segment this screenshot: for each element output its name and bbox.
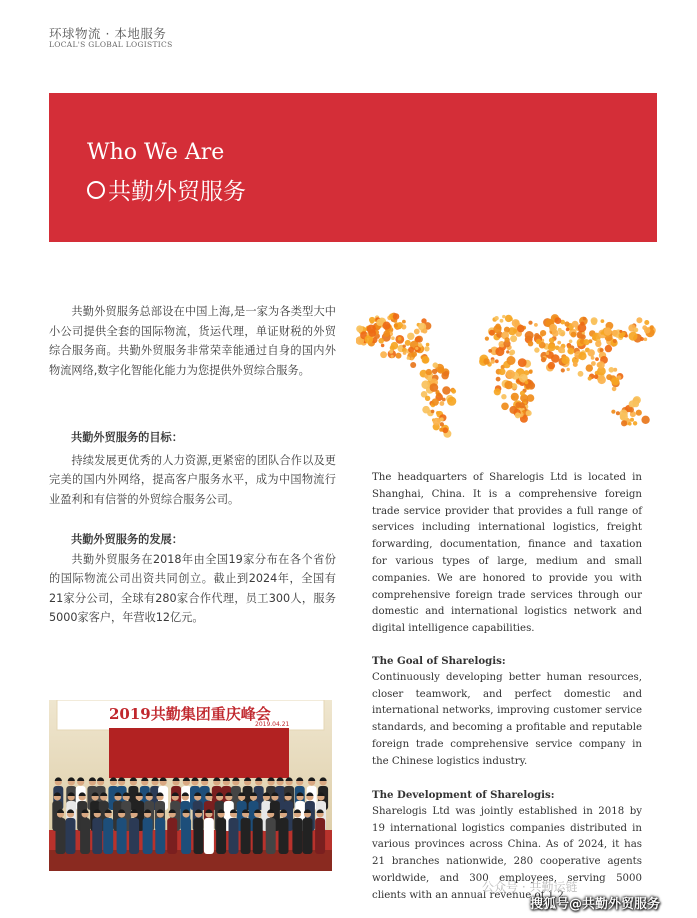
world-map-image (356, 300, 661, 450)
en-goal-title: The Goal of Sharelogis: (372, 655, 506, 667)
banner-title-cn: 共勤外贸服务 (108, 179, 246, 205)
banner-title-cn-row (87, 173, 246, 206)
watermark-line1: 公众号 · 共勤运链 (482, 880, 578, 894)
photo-date-text: 2019.04.21 (255, 721, 290, 728)
en-goal-block (372, 653, 642, 771)
en-intro: The headquarters of Sharelogis Ltd is located in Shanghai, China. It is a comprehensive foreign trade service provider that provides a full range of services including international logistics, freight forwarding, documentation, finance and taxation for various types of large, medium and small companies. We are honored to provide you with comprehensive foreign trade services through our domestic and international logistics network and digital intelligence capabilities. (372, 472, 642, 635)
en-dev-title: The Development of Sharelogis: (372, 789, 555, 801)
cn-dev-block (49, 530, 336, 628)
cn-intro-block (49, 302, 336, 380)
cn-goal-text: 持续发展更优秀的人力资源,更紧密的团队合作以及更完美的国内外网络，提高客户服务水平，成为中国物流行业盈利和有信誉的外贸综合服务公司。 (49, 453, 336, 506)
en-intro-block (372, 470, 642, 638)
photo-banner-text: 2019共勤集团重庆峰会 (109, 705, 271, 723)
cn-intro: 共勤外贸服务总部设在中国上海,是一家为各类型大中小公司提供全套的国际物流，货运代理，单证财税的外贸综合服务商。共勤外贸服务非常荣幸能通过自身的国内外物流网络,数字化智能化能力为您提供外贸综合服务。 (49, 305, 336, 377)
banner-title-en: Who We Are (87, 140, 225, 165)
cn-dev-title: 共勤外贸服务的发展： (71, 533, 183, 546)
ring-icon (87, 181, 105, 199)
header-title-en: LOCAL'S GLOBAL LOGISTICS (49, 40, 173, 49)
watermark-line2: 搜狐号@共勤外贸服务 (530, 897, 661, 912)
who-we-are-banner (49, 93, 657, 242)
cn-goal-title: 共勤外贸服务的目标： (71, 431, 183, 444)
group-photo (49, 700, 332, 871)
en-goal-text: Continuously developing better human resources, closer teamwork, and perfect domestic and international networks, improving customer service standards, and becoming a profitable and reputable foreign trade comprehensive service company in the Chinese logistics industry. (372, 671, 642, 767)
header-title-cn: 环球物流 · 本地服务 (49, 26, 167, 41)
cn-goal-block (49, 428, 336, 509)
en-dev-text: Sharelogis Ltd was jointly established in 2018 by 19 international logistics companies distributed in various provinces across China. As of 2024, it has 21 branches nationwide, 280 cooperative agents worldwide, and 300 employees, serving 5000 clients with an annual revenue of 1.2 (372, 805, 642, 901)
cn-dev-text: 共勤外贸服务在2018年由全国19家分布在各个省份的国际物流公司出资共同创立。截止到2024年，全国有21家分公司，全球有280家合作代理，员工300人，服务5000家客户，年营收12亿元。 (49, 552, 336, 624)
